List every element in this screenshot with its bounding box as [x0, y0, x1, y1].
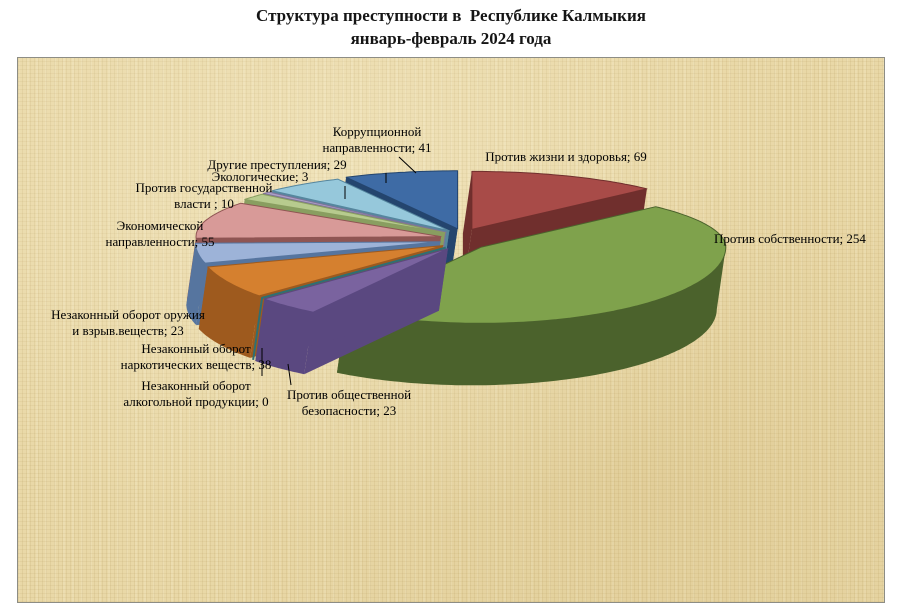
chart-title-line2: январь-февраль 2024 года [350, 29, 552, 48]
data-label-line: алкогольной продукции; 0 [123, 394, 269, 409]
data-label-line: направленности; 55 [105, 234, 215, 249]
data-label-line: Другие преступления; 29 [207, 157, 347, 172]
data-label-line: Экономической [116, 218, 204, 233]
data-label-line: направленности; 41 [322, 140, 432, 155]
data-label-line: наркотических веществ; 38 [120, 357, 272, 372]
data-label-line: Экологические; 3 [211, 169, 309, 184]
data-label-line: власти ; 10 [174, 196, 234, 211]
data-label-line: Против общественной [286, 387, 412, 402]
data-label-line: Против государственной [135, 180, 273, 195]
chart-title-line1: Структура преступности в Республике Калмыкия [256, 6, 646, 25]
data-label-line: Незаконный оборот [141, 341, 251, 356]
data-label-line: безопасности; 23 [301, 403, 397, 418]
data-label-line: Против жизни и здоровья; 69 [485, 149, 647, 164]
data-label-line: Против собственности; 254 [714, 231, 866, 246]
data-label-line: Незаконный оборот оружия [51, 307, 205, 322]
data-label-line: и взрыв.веществ; 23 [72, 323, 184, 338]
leader-line-2 [399, 157, 416, 173]
data-label-line: Незаконный оборот [141, 378, 251, 393]
data-label-line: Коррупционной [332, 124, 422, 139]
